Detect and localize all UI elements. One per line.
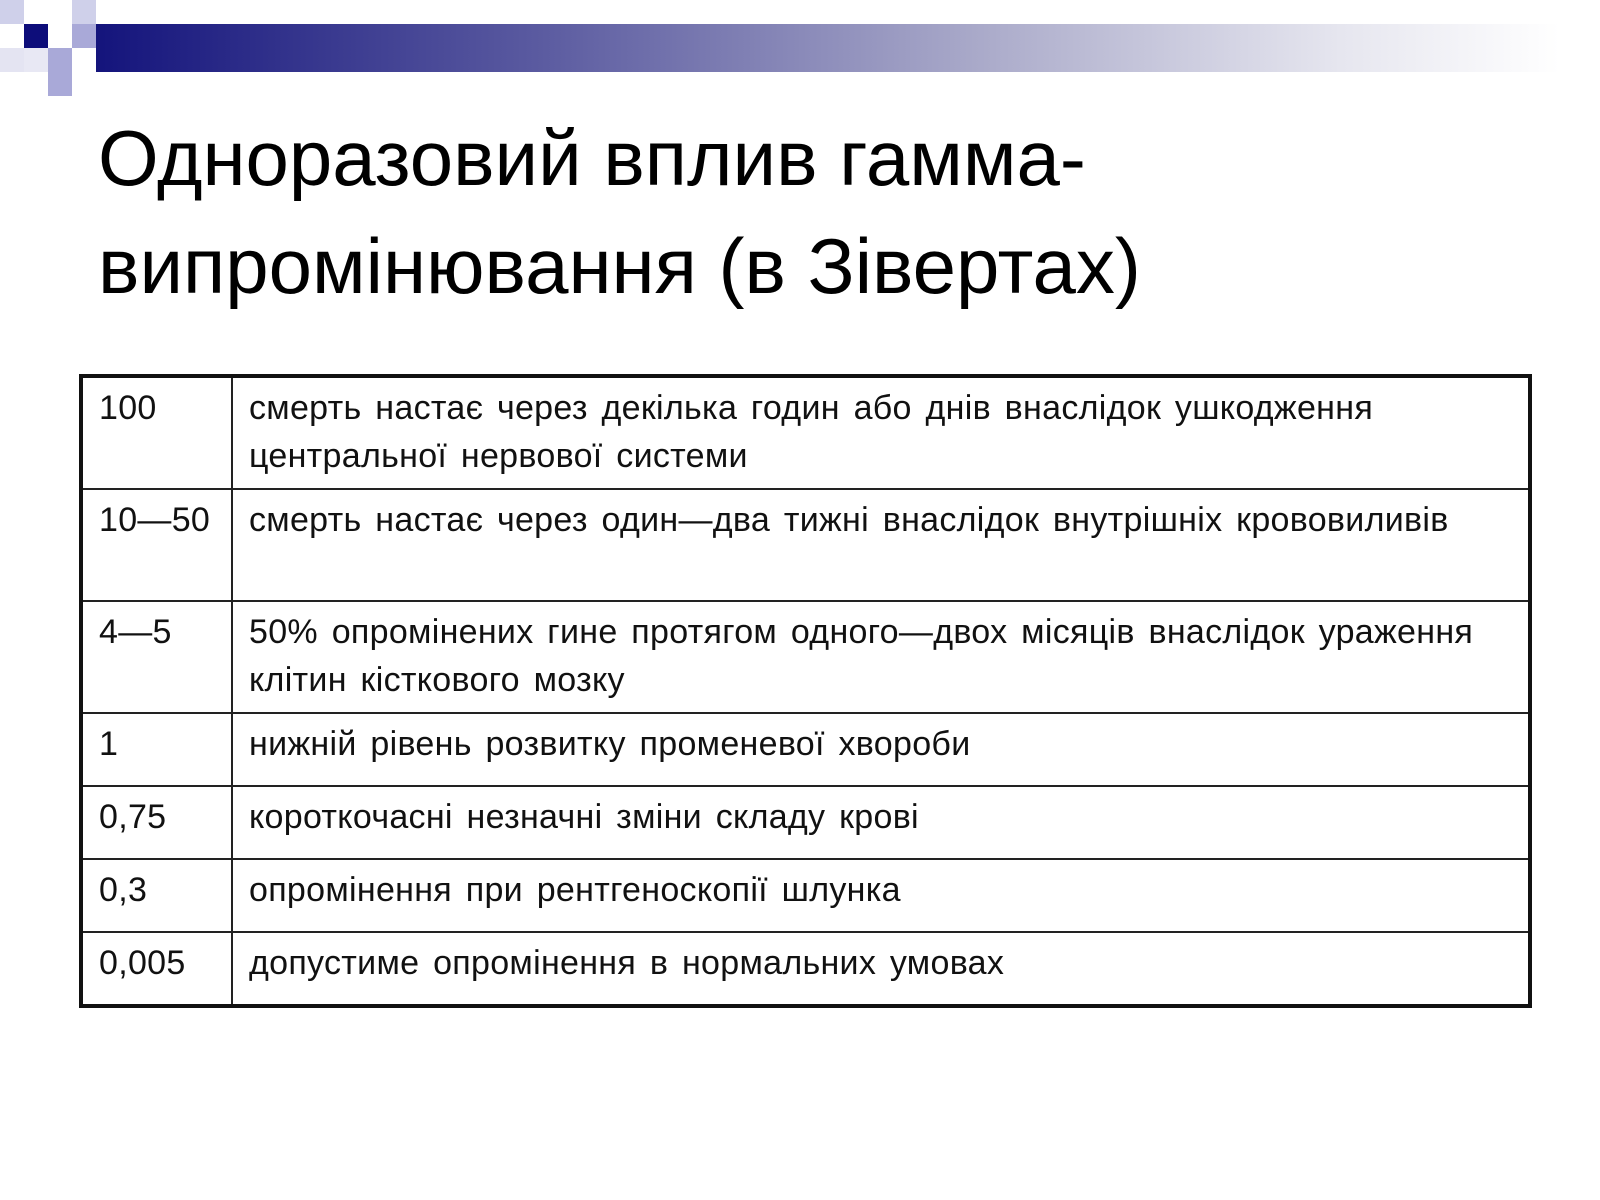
table-row xyxy=(81,489,1530,601)
slide-title: Одноразовий вплив гамма-випромінювання (в Зівертах) xyxy=(98,114,1141,310)
ornament-square xyxy=(24,48,48,72)
effect-cell: опромінення при рентгеноскопії шлунка xyxy=(232,859,1530,932)
effect-cell: смерть настає через один—два тижні внаслідок внутрішніх крововиливів xyxy=(232,489,1530,601)
table-row xyxy=(81,932,1530,1006)
ornament-square xyxy=(0,0,24,24)
effect-cell: короткочасні незначні зміни складу крові xyxy=(232,786,1530,859)
ornament-square xyxy=(24,24,48,48)
table-row xyxy=(81,713,1530,786)
table-row xyxy=(81,859,1530,932)
dose-cell: 0,005 xyxy=(81,932,232,1006)
effect-cell: допустиме опромінення в нормальних умовах xyxy=(232,932,1530,1006)
ornament-square xyxy=(48,72,72,96)
header-ornament xyxy=(0,0,1560,100)
dose-cell: 1 xyxy=(81,713,232,786)
ornament-square xyxy=(72,0,96,24)
dose-cell: 10—50 xyxy=(81,489,232,601)
header-gradient-bar xyxy=(96,24,1560,72)
dose-table-container xyxy=(79,374,1532,1008)
dose-effects-table xyxy=(79,374,1532,1008)
effect-cell: 50% опромінених гине протягом одного—двох місяців внаслідок ураження клітин кісткового мозку xyxy=(232,601,1530,713)
effect-cell: нижній рівень розвитку променевої хвороби xyxy=(232,713,1530,786)
dose-cell: 100 xyxy=(81,376,232,489)
dose-cell: 0,3 xyxy=(81,859,232,932)
dose-cell: 0,75 xyxy=(81,786,232,859)
dose-cell: 4—5 xyxy=(81,601,232,713)
effect-cell: смерть настає через декілька годин або днів внаслідок ушкодження центральної нервової системи xyxy=(232,376,1530,489)
table-row xyxy=(81,601,1530,713)
ornament-square xyxy=(48,48,72,72)
table-row xyxy=(81,376,1530,489)
ornament-square xyxy=(72,24,96,48)
table-row xyxy=(81,786,1530,859)
ornament-square xyxy=(0,48,24,72)
